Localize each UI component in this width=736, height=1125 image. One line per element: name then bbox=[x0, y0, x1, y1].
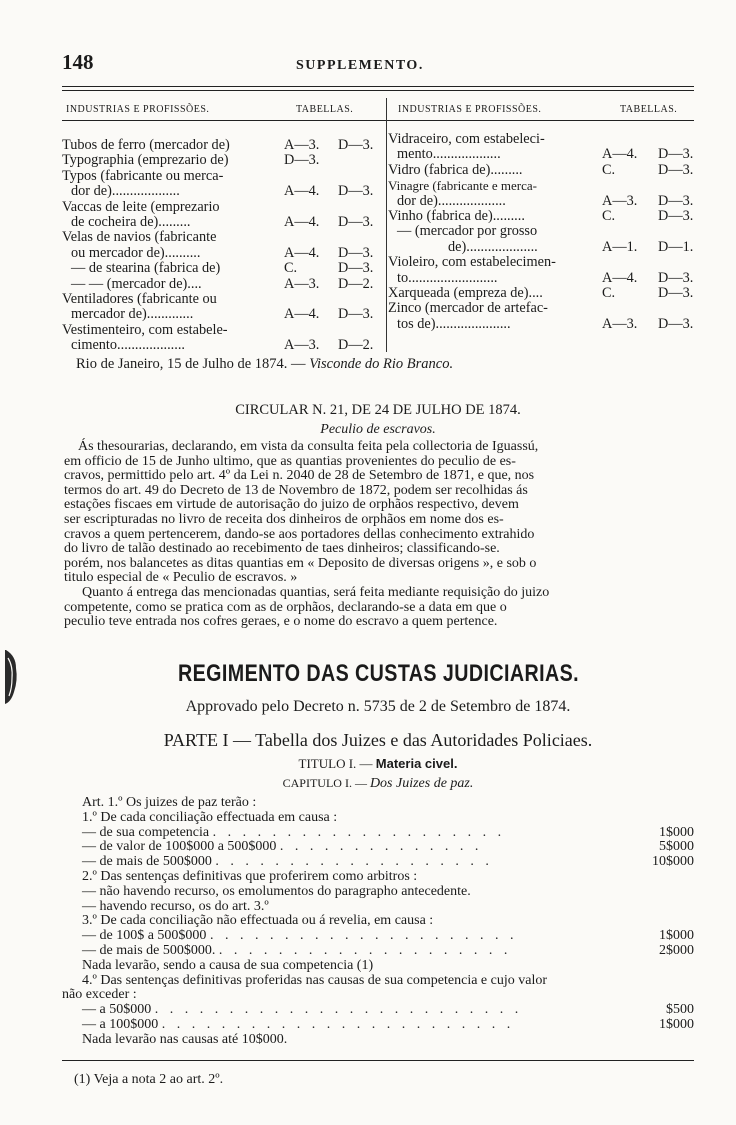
circular-line: cravos a quem pertencerem, dando-se aos portadores dellas conhecimento extrahido bbox=[64, 526, 535, 542]
table-row bbox=[388, 317, 694, 332]
fee-value: 10$000 bbox=[652, 854, 694, 870]
leader-dots: . . . . . . . . . . . . . . bbox=[279, 839, 483, 855]
regimento-part: PARTE I — Tabella dos Juizes e das Autoridades Policiaes. bbox=[163, 730, 593, 750]
table-row bbox=[62, 307, 384, 322]
row-text: Vinagre (fabricante e merca- bbox=[388, 178, 537, 194]
article-text: — de 100$ a 500$000 bbox=[82, 928, 207, 944]
fee-value: 1$000 bbox=[659, 824, 694, 840]
row-table-a: A—1. bbox=[602, 238, 638, 255]
table-row bbox=[388, 194, 694, 209]
circular-line: Ás thesourarias, declarando, em vista da consulta feita pela collectoria de Iguassú, bbox=[78, 439, 539, 454]
row-text: — — (mercador de).... bbox=[71, 275, 202, 292]
left-table bbox=[62, 138, 384, 353]
regimento-capitulo bbox=[62, 776, 694, 792]
row-table-a: C. bbox=[602, 207, 616, 224]
leader-dots: . . . . . . . . . . . . . . . . . . . . bbox=[212, 824, 506, 840]
row-text: tos de)..................... bbox=[397, 315, 511, 332]
row-table-a: A—3. bbox=[602, 192, 638, 209]
row-table-a: A—3. bbox=[284, 337, 320, 354]
table-row bbox=[62, 277, 384, 292]
article-text: — não havendo recurso, os emolumentos do paragrapho antecedente. bbox=[82, 883, 471, 899]
footnote-rule bbox=[62, 1060, 694, 1061]
article-text: 1.º De cada conciliação effectuada em causa : bbox=[82, 809, 338, 825]
table-row bbox=[388, 132, 694, 147]
article-line bbox=[82, 959, 694, 974]
article-text: — havendo recurso, os do art. 3.º bbox=[82, 898, 269, 914]
leader-dots: . . . . . . . . . . . . . . . . . . . . . . . . bbox=[161, 1016, 515, 1032]
table-row bbox=[388, 147, 694, 162]
article-text: — de mais de 500$000. bbox=[82, 942, 216, 958]
right-table bbox=[388, 132, 694, 332]
row-table-d: D—2. bbox=[338, 337, 374, 354]
table-row bbox=[62, 215, 384, 230]
table-head-rule bbox=[62, 120, 694, 121]
titulo-label: TITULO I. — bbox=[298, 756, 373, 771]
regimento-approved: Approvado pelo Decreto n. 5735 de 2 de Setembro de 1874. bbox=[185, 698, 571, 715]
circular-line: cravos, permittido pelo art. 4º da Lei n. 2040 de 28 de Setembro de 1871, e que, nos bbox=[64, 468, 535, 484]
row-table-a: A—4. bbox=[602, 269, 638, 286]
article-line bbox=[82, 840, 694, 855]
row-text: cimento................... bbox=[71, 337, 185, 354]
table-row bbox=[388, 255, 694, 270]
leader-dots: . . . . . . . . . . . . . . . . . . . . . . . . . bbox=[154, 1002, 523, 1018]
signoff-place: Rio de Janeiro, 15 de Julho de 1874. — bbox=[76, 356, 306, 372]
row-text: — de stearina (fabrica de) bbox=[71, 260, 221, 277]
row-table-d: D—3. bbox=[338, 183, 374, 200]
article-text: — a 100$000 bbox=[82, 1016, 159, 1032]
regimento-title: REGIMENTO DAS CUSTAS JUDICIARIAS. bbox=[177, 660, 579, 687]
circular-body bbox=[64, 440, 694, 630]
row-text: Typos (fabricante ou merca- bbox=[62, 167, 224, 184]
row-table-d: D—3. bbox=[338, 244, 374, 261]
leader-dots: . . . . . . . . . . . . . . . . . . . . . bbox=[209, 928, 518, 944]
row-text: Vestimenteiro, com estabele- bbox=[62, 321, 228, 338]
article-line bbox=[82, 885, 694, 900]
row-table-a: A—4. bbox=[284, 306, 320, 323]
article-line bbox=[82, 811, 694, 826]
table-row bbox=[388, 178, 694, 193]
row-text: Vaccas de leite (emprezario bbox=[62, 198, 220, 215]
signoff-name: Visconde do Rio Branco. bbox=[309, 356, 454, 372]
row-text: Vinho (fabrica de)......... bbox=[388, 207, 525, 224]
row-text: Zinco (mercador de artefac- bbox=[388, 300, 548, 317]
row-text: dor de)................... bbox=[397, 192, 506, 209]
article-text: não exceder : bbox=[62, 987, 137, 1003]
row-table-d: D—3. bbox=[338, 260, 374, 277]
signoff bbox=[76, 356, 453, 373]
article-line bbox=[82, 826, 694, 841]
row-table-d: D—3. bbox=[658, 146, 694, 163]
circular-line: em officio de 15 de Junho ultimo, que as quantias provenientes do peculio de es- bbox=[64, 453, 516, 469]
row-text: Vidraceiro, com estabeleci- bbox=[388, 131, 545, 147]
circular-title: CIRCULAR N. 21, DE 24 DE JULHO DE 1874. bbox=[235, 402, 521, 418]
row-table-d: D—3. bbox=[338, 137, 374, 153]
leader-dots: . . . . . . . . . . . . . . . . . . . bbox=[215, 854, 493, 870]
row-text: mento................... bbox=[397, 146, 501, 163]
circular-line: estações fiscaes em virtude de autorisação do juizo de orphãos respectivo, devem bbox=[64, 497, 519, 513]
table-row bbox=[62, 230, 384, 245]
table-row bbox=[388, 224, 694, 239]
article-text: — de mais de 500$000 bbox=[82, 854, 212, 870]
row-text: Typographia (emprezario de) bbox=[62, 152, 229, 169]
article-text: 3.º De cada conciliação não effectuada ou á revelia, em causa : bbox=[82, 913, 434, 929]
row-table-a: A—3. bbox=[284, 137, 320, 153]
row-table-a: A—3. bbox=[284, 275, 320, 292]
table-row bbox=[62, 184, 384, 199]
row-text: Xarqueada (empreza de).... bbox=[388, 284, 543, 301]
row-text: ou mercador de).......... bbox=[71, 244, 201, 261]
fee-value: 2$000 bbox=[659, 942, 694, 958]
table-row bbox=[62, 323, 384, 338]
article-text: — de sua competencia bbox=[82, 824, 210, 840]
table-divider bbox=[386, 98, 387, 352]
table-row bbox=[62, 292, 384, 307]
row-table-d: D—3. bbox=[658, 207, 694, 224]
table-row bbox=[62, 246, 384, 261]
article-line bbox=[82, 1003, 694, 1018]
row-text: Violeiro, com estabelecimen- bbox=[388, 254, 556, 271]
row-table-d: D—1. bbox=[658, 238, 694, 255]
fee-value: 1$000 bbox=[659, 1016, 694, 1032]
row-table-a: A—4. bbox=[284, 244, 320, 261]
table-row bbox=[388, 163, 694, 178]
circular-line: titulo especial de « Peculio de escravos. » bbox=[64, 570, 298, 586]
article-line bbox=[82, 855, 694, 870]
row-table-a: A—3. bbox=[602, 315, 638, 332]
circular-subject: Peculio de escravos. bbox=[320, 422, 436, 437]
row-table-d: D—3. bbox=[658, 269, 694, 286]
circular-line: Quanto á entrega das mencionadas quantias, será feita mediante requisição do juizo bbox=[82, 584, 550, 600]
col-header-left-tables: TABELLAS. bbox=[296, 104, 354, 115]
circular-line: do livro de talão destinado ao recebimento de taes dinheiros; classificando-se. bbox=[64, 541, 500, 557]
regimento-title-wrap bbox=[62, 660, 694, 688]
row-table-d: D—3. bbox=[658, 315, 694, 332]
margin-stamp-icon bbox=[2, 648, 20, 706]
circular-line: peculio teve entrada nos cofres geraes, e o nome do escravo a quem pertence. bbox=[64, 614, 498, 630]
table-row bbox=[388, 301, 694, 316]
row-text: de cocheira de)......... bbox=[71, 213, 191, 230]
regimento-articles bbox=[62, 795, 694, 1048]
fee-value: $500 bbox=[666, 1002, 694, 1018]
row-table-a: C. bbox=[284, 260, 298, 277]
capitulo-name: Dos Juizes de paz. bbox=[369, 776, 474, 791]
article-text: — de valor de 100$000 a 500$000 bbox=[82, 839, 277, 855]
row-text: Tubos de ferro (mercador de) bbox=[62, 137, 230, 153]
article-text: Nada levarão, sendo a causa de sua competencia (1) bbox=[82, 957, 374, 973]
article-line bbox=[82, 1033, 694, 1048]
article-line bbox=[82, 900, 694, 915]
page-number: 148 bbox=[62, 50, 94, 74]
footnote: (1) Veja a nota 2 ao art. 2º. bbox=[74, 1072, 224, 1087]
row-text: Velas de navios (fabricante bbox=[62, 229, 217, 246]
col-header-right-tables: TABELLAS. bbox=[620, 104, 678, 115]
table-row bbox=[62, 153, 384, 168]
fee-value: 1$000 bbox=[659, 928, 694, 944]
row-table-d: D—3. bbox=[658, 161, 694, 178]
table-row bbox=[388, 240, 694, 255]
row-text: mercador de)............. bbox=[71, 306, 194, 323]
row-text: de).................... bbox=[448, 238, 538, 255]
row-table-d: D—3. bbox=[338, 213, 374, 230]
col-header-right-industry: INDUSTRIAS E PROFISSÕES. bbox=[398, 104, 542, 115]
article-line bbox=[82, 944, 694, 959]
table-row bbox=[62, 338, 384, 353]
table-row bbox=[62, 138, 384, 153]
row-table-a: C. bbox=[602, 284, 616, 301]
regimento-titulo bbox=[62, 756, 694, 772]
capitulo-label: CAPITULO I. — bbox=[282, 776, 367, 790]
row-text: Vidro (fabrica de)......... bbox=[388, 161, 523, 178]
row-table-a: D—3. bbox=[284, 152, 320, 169]
article-line bbox=[82, 974, 694, 989]
article-line bbox=[82, 929, 694, 944]
table-row bbox=[62, 200, 384, 215]
titulo-name: Materia civel. bbox=[375, 756, 458, 771]
header-rule bbox=[62, 86, 694, 87]
article-line bbox=[82, 1018, 694, 1033]
table-row bbox=[62, 169, 384, 184]
circular-line: competente, como se pratica com as de orphãos, declarando-se a data em que o bbox=[64, 599, 507, 615]
table-row bbox=[388, 209, 694, 224]
running-title: SUPPLEMENTO. bbox=[296, 58, 424, 73]
article-line bbox=[82, 796, 694, 811]
circular-line: ser escripturadas no livro de receita dos dinheiros de orphãos em nome dos es- bbox=[64, 511, 504, 527]
row-text: to......................... bbox=[397, 269, 498, 286]
row-text: dor de)................... bbox=[71, 183, 180, 200]
row-table-a: C. bbox=[602, 161, 616, 178]
circular-line: porém, nos balancetes as ditas quantias em « Deposito de diversas origens », e sob o bbox=[64, 555, 537, 571]
table-row bbox=[62, 261, 384, 276]
row-table-a: A—4. bbox=[602, 146, 638, 163]
article-text: 4.º Das sentenças definitivas proferidas nas causas de sua competencia e cujo valor bbox=[82, 972, 548, 988]
row-table-d: D—3. bbox=[658, 192, 694, 209]
row-table-d: D—3. bbox=[338, 306, 374, 323]
article-text: Nada levarão nas causas até 10$000. bbox=[82, 1031, 288, 1047]
table-row bbox=[388, 271, 694, 286]
row-table-a: A—4. bbox=[284, 213, 320, 230]
row-table-d: D—3. bbox=[658, 284, 694, 301]
col-header-left-industry: INDUSTRIAS E PROFISSÕES. bbox=[66, 104, 210, 115]
header-rule-thin bbox=[62, 90, 694, 91]
leader-dots: . . . . . . . . . . . . . . . . . . . . bbox=[218, 942, 512, 958]
fee-value: 5$000 bbox=[659, 839, 694, 855]
article-text: 2.º Das sentenças definitivas que proferirem como arbitros : bbox=[82, 868, 418, 884]
circular-line: termos do art. 49 do Decreto de 13 de Novembro de 1872, podem ser recolhidas ás bbox=[64, 482, 528, 498]
row-text: — (mercador por grosso bbox=[397, 223, 538, 240]
row-table-d: D—2. bbox=[338, 275, 374, 292]
article-text: Art. 1.º Os juizes de paz terão : bbox=[82, 795, 257, 810]
article-line bbox=[62, 988, 674, 1003]
article-text: — a 50$000 bbox=[82, 1002, 152, 1018]
row-table-a: A—4. bbox=[284, 183, 320, 200]
article-line bbox=[82, 870, 694, 885]
table-row bbox=[388, 286, 694, 301]
row-text: Ventiladores (fabricante ou bbox=[62, 290, 217, 307]
article-line bbox=[82, 914, 694, 929]
